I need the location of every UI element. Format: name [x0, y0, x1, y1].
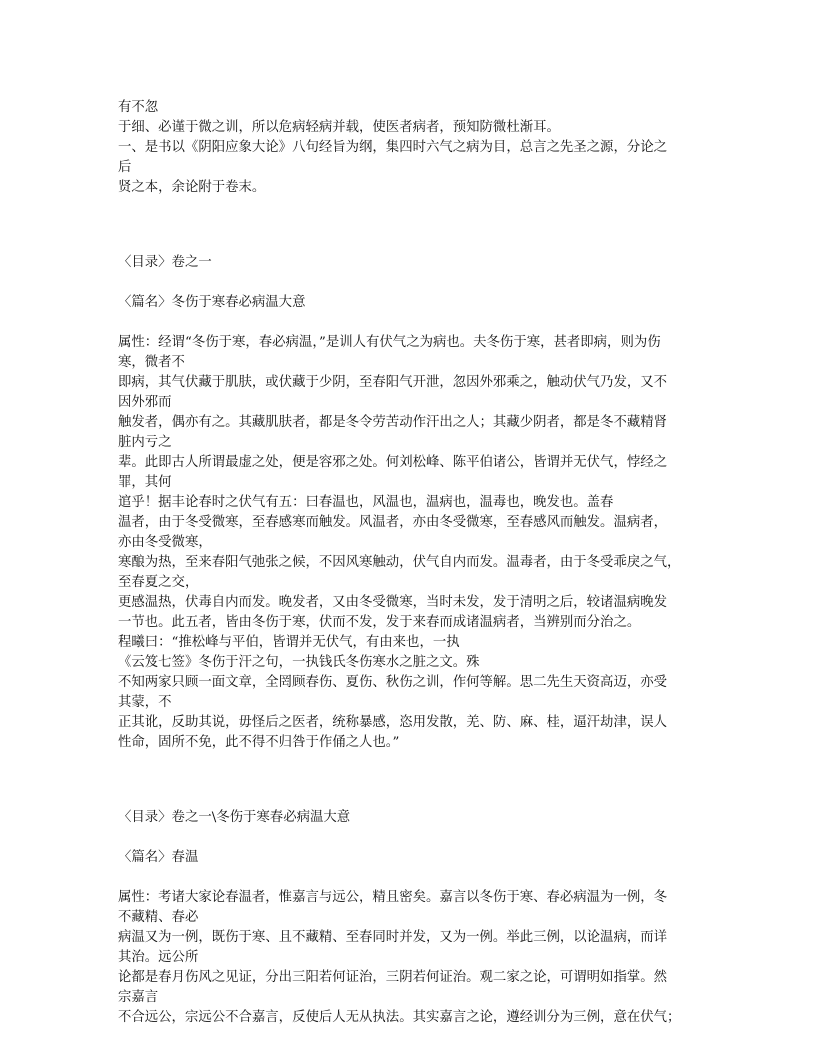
text-line: 触发者，偶亦有之。其藏肌肤者，都是冬令劳苦动作汗出之人；其藏少阴者，都是冬不藏精肾 [118, 415, 668, 430]
chapter-body [118, 333, 700, 753]
text-line: 亦由冬受微寒， [118, 535, 212, 550]
text-line: 后 [118, 160, 132, 175]
text-line: 脏内亏之 [118, 435, 172, 450]
chapter-body [118, 888, 700, 1028]
document-page [118, 98, 700, 1028]
text-line: 属性：经谓“冬伤于寒，春必病温，”是训人有伏气之为病也。夫冬伤于寒，甚者即病，则为伤 [118, 335, 661, 350]
text-line: 其治。远公所 [118, 950, 199, 965]
chapter-title: 〈篇名〉春温 [118, 850, 199, 865]
text-line: 辈。此即古人所谓最虚之处，便是容邪之处。何刘松峰、陈平伯诸公，皆谓并无伏气，悖经之 [118, 455, 668, 470]
text-line: 病温又为一例，既伤于寒、且不藏精、至春同时并发，又为一例。举此三例，以论温病，而详 [118, 930, 668, 945]
text-line: 宗嘉言 [118, 990, 159, 1005]
text-line: 于细、必谨于微之训，所以危病轻病并载，使医者病者，预知防微杜渐耳。 [118, 120, 560, 135]
text-line: 不藏精、春必 [118, 910, 199, 925]
text-line: 程曦曰：“推松峰与平伯，皆谓并无伏气，有由来也，一执 [118, 635, 460, 650]
text-line: 至春夏之交， [118, 575, 199, 590]
section-juan-1 [118, 253, 700, 753]
text-line: 性命，固所不免，此不得不归咎于作俑之人也。” [118, 735, 400, 750]
text-line: 其蒙，不 [118, 695, 172, 710]
intro-block [118, 98, 700, 198]
text-line: 贤之本，余论附于卷末。 [118, 180, 266, 195]
text-line: 寒，微者不 [118, 355, 185, 370]
chapter-title: 〈篇名〉冬伤于寒春必病温大意 [118, 295, 306, 310]
toc-heading: 〈目录〉卷之一 [118, 255, 212, 270]
text-line: 论都是春月伤风之见证，分出三阳若何证治，三阴若何证治。观二家之论，可谓明如指掌。然 [118, 970, 668, 985]
text-line: 一、是书以《阴阳应象大论》八句经旨为纲，集四时六气之病为目，总言之先圣之源，分论之 [118, 140, 668, 155]
text-line: 逭乎！据丰论春时之伏气有五：曰春温也，风温也，温病也，温毒也，晚发也。盖春 [118, 495, 614, 510]
text-line: 更感温热，伏毒自内而发。晚发者，又由冬受微寒，当时未发，发于清明之后，较诸温病晚发 [118, 595, 668, 610]
text-line: 即病，其气伏藏于肌肤，或伏藏于少阴，至春阳气开泄，忽因外邪乘之，触动伏气乃发，又不 [118, 375, 668, 390]
text-line: 温者，由于冬受微寒，至春感寒而触发。风温者，亦由冬受微寒，至春感风而触发。温病者， [118, 515, 668, 530]
text-line: 因外邪而 [118, 395, 172, 410]
text-line: 《云笈七签》冬伤于汗之句，一执钱氏冬伤寒水之脏之文。殊 [118, 655, 480, 670]
text-line: 属性：考诸大家论春温者，惟嘉言与远公，精且密矣。嘉言以冬伤于寒、春必病温为一例，冬 [118, 890, 668, 905]
text-line: 不知两家只顾一面文章，全罔顾春伤、夏伤、秋伤之训，作何等解。思二先生天资高迈，亦受 [118, 675, 668, 690]
text-line: 不合远公，宗远公不合嘉言，反使后人无从执法。其实嘉言之论，遵经训分为三例，意在伏气； [118, 1010, 681, 1025]
toc-heading: 〈目录〉卷之一\冬伤于寒春必病温大意 [118, 810, 351, 825]
text-line: 一节也。此五者，皆由冬伤于寒，伏而不发，发于来春而成诸温病者，当辨别而分治之。 [118, 615, 641, 630]
text-line: 正其讹，反助其说，毋怪后之医者，统称暴感，恣用发散，羌、防、麻、桂，逼汗劫津，误人 [118, 715, 668, 730]
text-line: 寒酿为热，至来春阳气弛张之候，不因风寒触动，伏气自内而发。温毒者，由于冬受乖戾之气， [118, 555, 681, 570]
text-line: 罪，其何 [118, 475, 172, 490]
section-chunwen [118, 808, 700, 1028]
text-line: 有不忽 [118, 100, 159, 115]
